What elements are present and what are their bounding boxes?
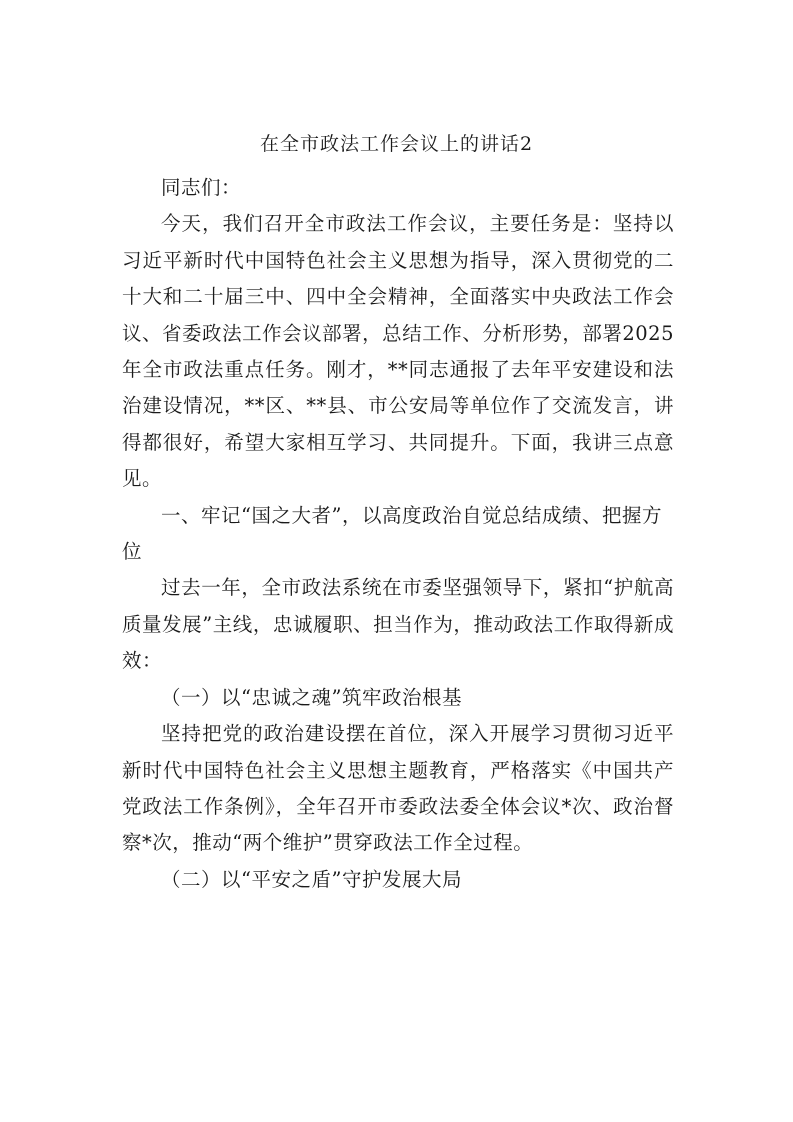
- subsection-heading-2: （二）以“平安之盾”守护发展大局: [161, 867, 462, 891]
- document-title: 在全市政法工作会议上的讲话2: [259, 133, 534, 155]
- body-paragraph: 坚持把党的政治建设摆在首位，深入开展学习贯彻习近平新时代中国特色社会主义思想主题教育，严格落实《中国共产党政法工作条例》，全年召开市委政法委全体会议*次、政治督察*次，推动“两个维护”贯穿政法工作全过程。: [122, 722, 674, 855]
- opening-paragraph: 今天，我们召开全市政法工作会议，主要任务是：坚持以习近平新时代中国特色社会主义思想为指导，深入贯彻党的二十大和二十届三中、四中全会精神，全面落实中央政法工作会议、省委政法工作会议部署，总结工作、分析形势，部署2025年全市政法重点任务。刚才，**同志通报了去年平安建设和法治建设情况，**区、**县、市公安局等单位作了交流发言，讲得都很好，希望大家相互学习、共同提升。下面，我讲三点意见。: [122, 212, 674, 491]
- document-body: [122, 170, 674, 898]
- salutation: 同志们：: [161, 176, 242, 199]
- subsection-heading-1: （一）以“忠诚之魂”筑牢政治根基: [161, 685, 462, 709]
- body-paragraph: 过去一年，全市政法系统在市委坚强领导下，紧扣“护航高质量发展”主线，忠诚履职、担当作为，推动政法工作取得新成效：: [122, 576, 674, 673]
- section-heading-1: 一、牢记“国之大者”，以高度政治自觉总结成绩、把握方位: [122, 503, 662, 564]
